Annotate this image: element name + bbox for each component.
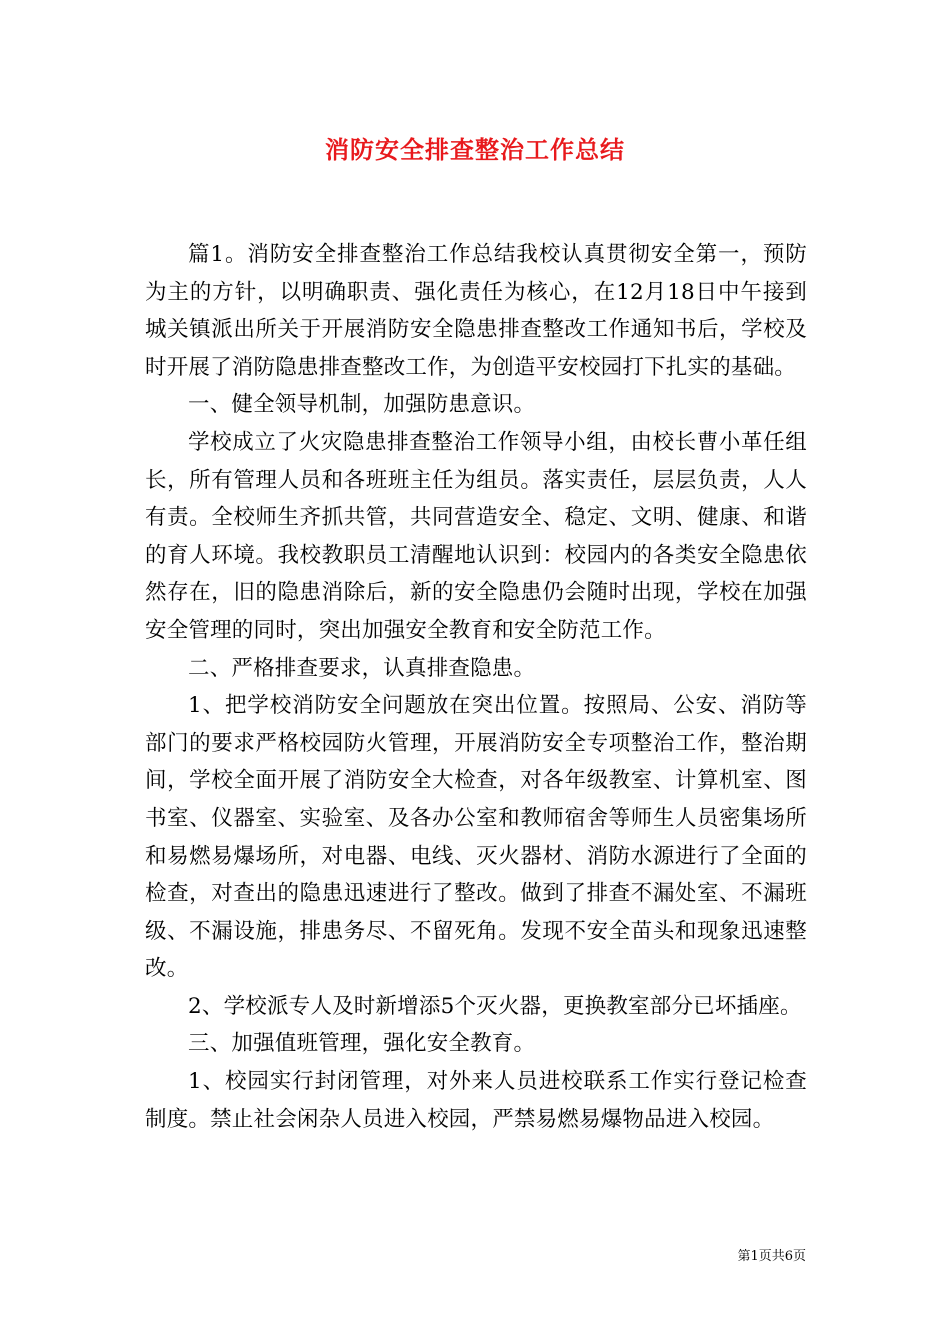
section-heading-2: 二、严格排查要求，认真排查隐患。 — [188, 655, 536, 681]
document-title: 消防安全排查整治工作总结 — [325, 135, 625, 164]
section-heading-1: 一、健全领导机制，加强防患意识。 — [188, 392, 536, 418]
page-number-footer: 第1页共6页 — [737, 1249, 806, 1264]
paragraph-section-1: 学校成立了火灾隐患排查整治工作领导小组，由校长曹小革任组长，所有管理人员和各班班主任为组员。落实责任，层层负责，人人有责。全校师生齐抓共管，共同营造安全、稳定、文明、健康、和谐的育人环境。我校教职员工清醒地认识到：校园内的各类安全隐患依然存在，旧的隐患消除后，新的安全隐患仍会随时出现，学校在加强安全管理的同时，突出加强安全教育和安全防范工作。 — [145, 429, 807, 643]
paragraph-section-2-item-2: 2、学校派专人及时新增添5个灭火器，更换教室部分已坏插座。 — [188, 993, 802, 1019]
paragraph-section-3-item-1: 1、校园实行封闭管理，对外来人员进校联系工作实行登记检查制度。禁止社会闲杂人员进入校园，严禁易燃易爆物品进入校园。 — [145, 1069, 807, 1132]
section-heading-3: 三、加强值班管理，强化安全教育。 — [188, 1031, 536, 1057]
paragraph-section-2-item-1: 1、把学校消防安全问题放在突出位置。按照局、公安、消防等部门的要求严格校园防火管理，开展消防安全专项整治工作，整治期间，学校全面开展了消防安全大检查，对各年级教室、计算机室、图书室、仪器室、实验室、及各办公室和教师宿舍等师生人员密集场所和易燃易爆场所，对电器、电线、灭火器材、消防水源进行了全面的检查，对查出的隐患迅速进行了整改。做到了排查不漏处室、不漏班级、不漏设施，排患务尽、不留死角。发现不安全苗头和现象迅速整改。 — [145, 693, 807, 982]
paragraph-intro: 篇1。消防安全排查整治工作总结我校认真贯彻安全第一，预防为主的方针，以明确职责、强化责任为核心，在12月18日中午接到城关镇派出所关于开展消防安全隐患排查整改工作通知书后，学校及时开展了消防隐患排查整改工作，为创造平安校园打下扎实的基础。 — [145, 242, 807, 380]
document-body — [145, 236, 807, 1138]
